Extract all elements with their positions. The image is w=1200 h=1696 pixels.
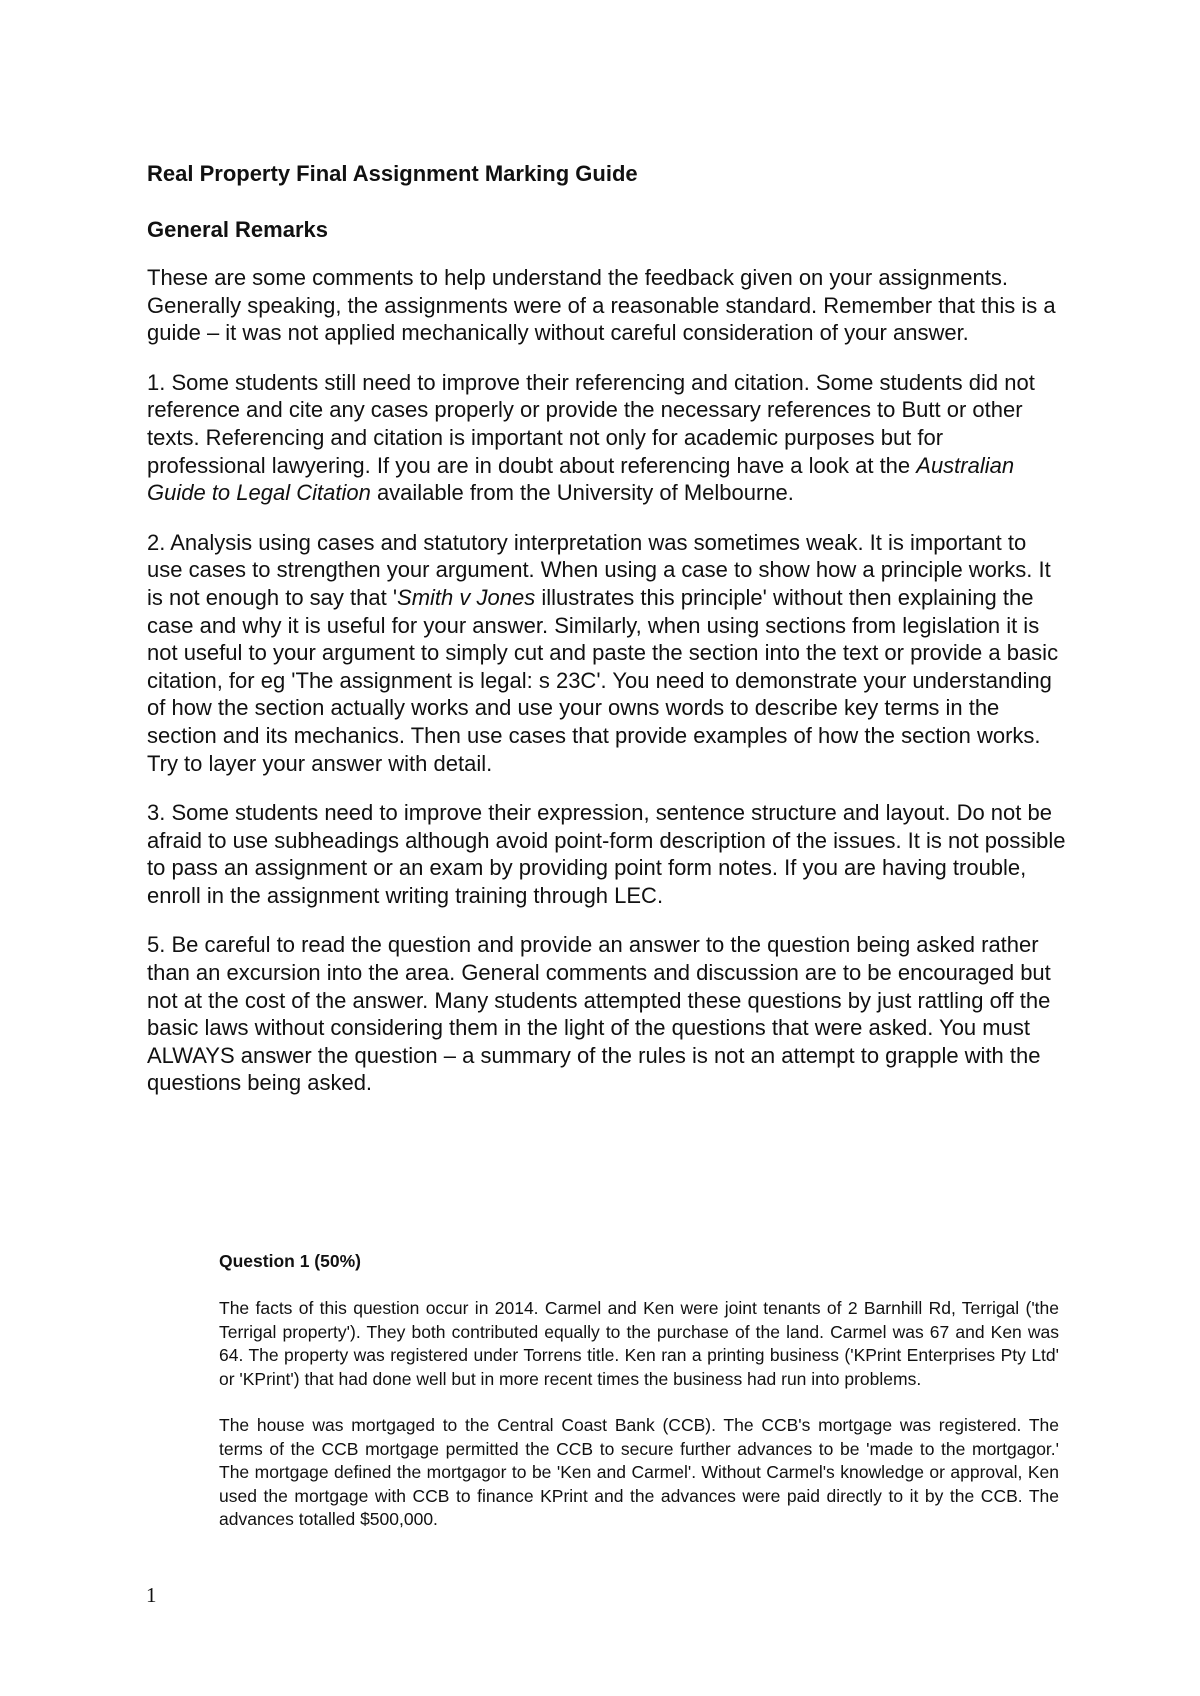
question-1-paragraph-2: The house was mortgaged to the Central Coast Bank (CCB). The CCB's mortgage was registered. The terms of the CCB mortgage permitted the CCB to secure further advances to be 'made to the mortgagor.' The mortgage defined the mortgagor to be 'Ken and Carmel'. Without Carmel's knowledge or approval, Ken used the mortgage with CCB to finance KPrint and the advances were paid directly to it by the CCB. The advances totalled $500,000. xyxy=(219,1415,1059,1529)
point-2-text-b: illustrates this principle' without then explaining the case and why it is useful for your answer. Similarly, when using sections from legislation it is not useful to your argument to simply cut and paste the section into the text or provide a basic citation, for eg 'The assignment is legal: s 23C'. You need to demonstrate your understanding of how the section actually works and use your owns words to describe key terms in the section and its mechanics. Then use cases that provide examples of how the section works. Try to layer your answer with detail. xyxy=(147,584,1059,776)
question-1-block xyxy=(219,1250,1059,1555)
point-2-case-name: Smith v Jones xyxy=(397,584,536,610)
point-3-paragraph: 3. Some students need to improve their expression, sentence structure and layout. Do not be afraid to use subheadings although avoid point-form description of the issues. It is not possible to pass an assignment or an exam by providing point form notes. If you are having trouble, enroll in the assignment writing training through LEC. xyxy=(147,800,1066,908)
intro-paragraph: These are some comments to help understand the feedback given on your assignments. Generally speaking, the assignments were of a reasonable standard. Remember that this is a guide – it was not applied mechanically without careful consideration of your answer. xyxy=(147,265,1056,346)
section-heading: General Remarks xyxy=(147,217,328,242)
page-number: 1 xyxy=(146,1583,157,1607)
document-title: Real Property Final Assignment Marking Guide xyxy=(147,161,638,186)
point-2-paragraph xyxy=(147,529,1067,777)
document-body xyxy=(147,160,1067,1119)
point-2-text-a: 2. Analysis using cases and statutory interpretation was sometimes weak. It is important to use cases to strengthen your argument. When using a case to show how a principle works. It is not enough to say that ' xyxy=(147,529,1051,610)
point-1-paragraph xyxy=(147,369,1067,507)
point-1-citation-guide: Australian Guide to Legal Citation xyxy=(147,452,1015,506)
point-1-text-b: available from the University of Melbourne. xyxy=(370,480,794,506)
point-5-paragraph: 5. Be careful to read the question and provide an answer to the question being asked rather than an excursion into the area. General comments and discussion are to be encouraged but not at the cost of the answer. Many students attempted these questions by just rattling off the basic laws without considering them in the light of the questions that were asked. You must ALWAYS answer the question – a summary of the rules is not an attempt to grapple with the questions being asked. xyxy=(147,932,1051,1096)
question-1-paragraph-1: The facts of this question occur in 2014. Carmel and Ken were joint tenants of 2 Barnhill Rd, Terrigal ('the Terrigal property'). They both contributed equally to the purchase of the land. Carmel was 67 and Ken was 64. The property was registered under Torrens title. Ken ran a printing business ('KPrint Enterprises Pty Ltd' or 'KPrint') that had done well but in more recent times the business had run into problems. xyxy=(219,1298,1059,1389)
question-1-heading: Question 1 (50%) xyxy=(219,1251,361,1271)
point-1-text-a: 1. Some students still need to improve their referencing and citation. Some students did not reference and cite any cases properly or provide the necessary references to Butt or other texts. Referencing and citation is important not only for academic purposes but for professional lawyering. If you are in doubt about referencing have a look at the xyxy=(147,369,1035,478)
